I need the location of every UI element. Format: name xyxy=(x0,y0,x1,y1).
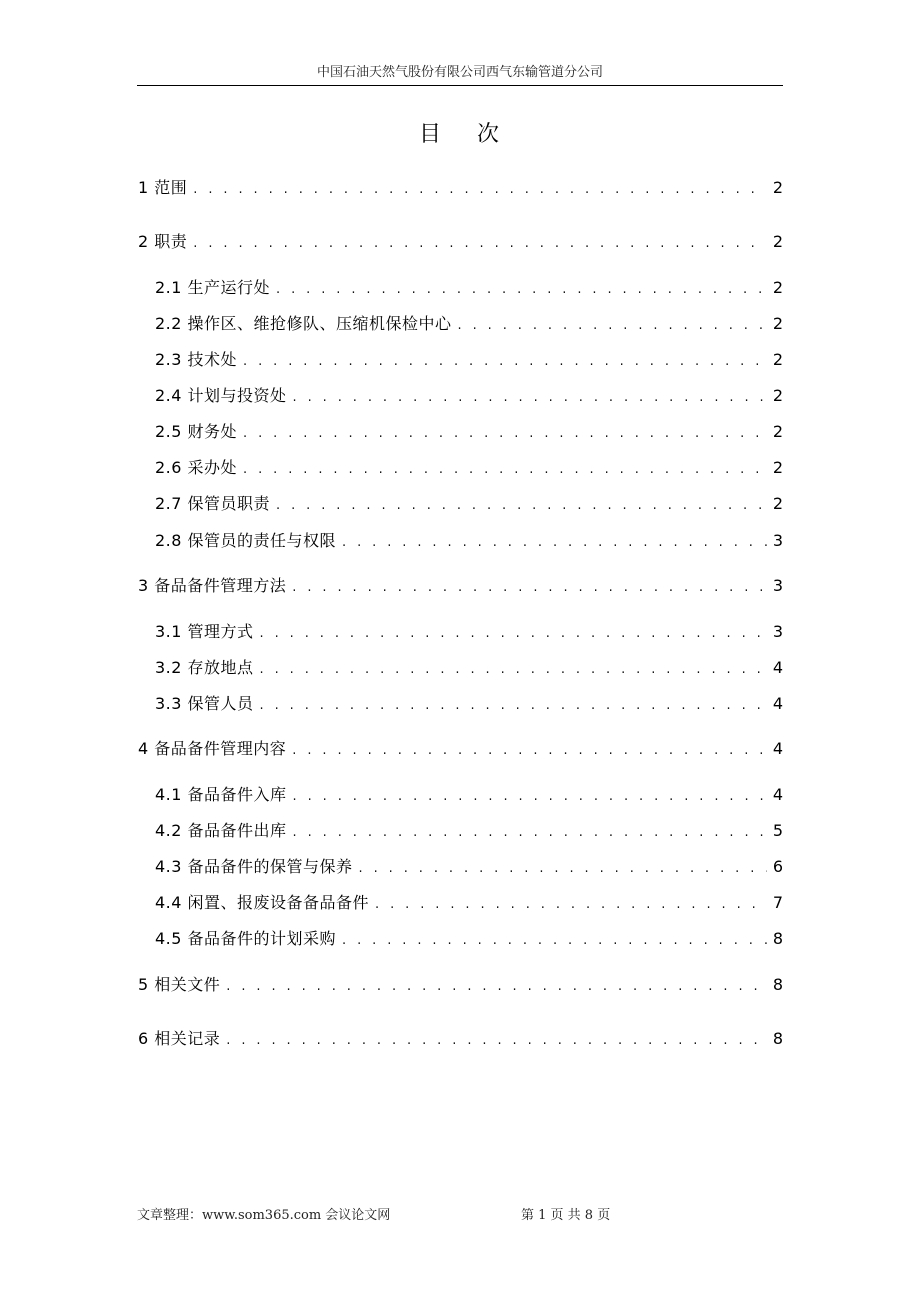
toc-entry-page: 5 xyxy=(772,821,783,840)
toc-entry[interactable] xyxy=(155,276,783,300)
toc-entry-page: 4 xyxy=(772,785,783,804)
dot-leader xyxy=(342,531,767,555)
toc-entry-label: 2.4 计划与投资处 xyxy=(155,386,287,405)
toc-entry-label: 2.7 保管员职责 xyxy=(155,494,271,513)
toc-entry[interactable] xyxy=(155,783,783,807)
dot-leader xyxy=(243,422,767,446)
toc-entry-label: 4.1 备品备件入库 xyxy=(155,785,287,804)
dot-leader xyxy=(260,658,767,682)
toc-entry-label: 2 职责 xyxy=(138,232,188,251)
dot-leader xyxy=(193,232,767,256)
toc-entry[interactable] xyxy=(155,927,783,951)
toc-entry[interactable] xyxy=(155,420,783,444)
dot-leader xyxy=(293,785,767,809)
footer-source: 文章整理：www.som365.com 会议论文网 xyxy=(137,1208,391,1223)
toc-entry[interactable] xyxy=(155,656,783,680)
toc-entry-page: 4 xyxy=(772,739,783,758)
toc-entry-label: 3.3 保管人员 xyxy=(155,694,254,713)
toc-entry-page: 2 xyxy=(772,458,783,477)
toc-entry[interactable] xyxy=(155,692,783,716)
toc-entry-page: 3 xyxy=(772,576,783,595)
toc-entry[interactable] xyxy=(138,230,783,254)
toc-entry[interactable] xyxy=(155,456,783,480)
dot-leader xyxy=(260,622,767,646)
toc-entry[interactable] xyxy=(155,348,783,372)
dot-leader xyxy=(293,821,767,845)
toc-title-part-2: 次 xyxy=(477,122,502,147)
toc-entry-label: 4.4 闲置、报废设备备品备件 xyxy=(155,893,370,912)
toc-entry-label: 2.5 财务处 xyxy=(155,422,238,441)
toc-entry-page: 2 xyxy=(772,422,783,441)
toc-entry-page: 2 xyxy=(772,232,783,251)
toc-entry[interactable] xyxy=(138,1027,783,1051)
toc-entry-label: 1 范围 xyxy=(138,178,188,197)
toc-entry-page: 2 xyxy=(772,350,783,369)
toc-entry-page: 2 xyxy=(772,278,783,297)
toc-entry-label: 4 备品备件管理内容 xyxy=(138,739,287,758)
toc-entry-page: 7 xyxy=(772,893,783,912)
toc-entry-label: 2.6 采办处 xyxy=(155,458,238,477)
toc-entry-page: 8 xyxy=(772,1029,783,1048)
dot-leader xyxy=(243,350,767,374)
footer-page-number: 第 1 页 共 8 页 xyxy=(521,1208,611,1223)
toc-entry-page: 3 xyxy=(772,531,783,550)
page-header: 中国石油天然气股份有限公司西气东输管道分公司 xyxy=(316,65,603,80)
toc-entry-page: 2 xyxy=(772,386,783,405)
dot-leader xyxy=(292,576,767,600)
toc-entry[interactable] xyxy=(155,855,783,879)
dot-leader xyxy=(193,178,767,202)
toc-entry-page: 4 xyxy=(772,694,783,713)
toc-entry-label: 2.2 操作区、维抢修队、压缩机保检中心 xyxy=(155,314,452,333)
toc-entry-label: 2.1 生产运行处 xyxy=(155,278,271,297)
toc-entry[interactable] xyxy=(155,620,783,644)
toc-entry-label: 5 相关文件 xyxy=(138,975,221,994)
toc-entry[interactable] xyxy=(138,737,783,761)
toc-entry-label: 2.8 保管员的责任与权限 xyxy=(155,531,337,550)
dot-leader xyxy=(293,386,767,410)
toc-entry[interactable] xyxy=(138,574,783,598)
dot-leader xyxy=(359,857,767,881)
toc-entry-page: 6 xyxy=(772,857,783,876)
toc-entry[interactable] xyxy=(155,312,783,336)
toc-entry[interactable] xyxy=(138,973,783,997)
toc-entry-page: 2 xyxy=(772,178,783,197)
toc-entry[interactable] xyxy=(155,891,783,915)
dot-leader xyxy=(226,1029,767,1053)
dot-leader xyxy=(243,458,767,482)
toc-entry[interactable] xyxy=(138,176,783,200)
dot-leader xyxy=(342,929,767,953)
dot-leader xyxy=(375,893,767,917)
dot-leader xyxy=(260,694,767,718)
toc-entry-label: 3 备品备件管理方法 xyxy=(138,576,287,595)
toc-entry-label: 3.2 存放地点 xyxy=(155,658,254,677)
toc-entry-page: 4 xyxy=(772,658,783,677)
toc-entry[interactable] xyxy=(155,492,783,516)
toc-entry-label: 4.3 备品备件的保管与保养 xyxy=(155,857,353,876)
toc-entry-label: 4.5 备品备件的计划采购 xyxy=(155,929,337,948)
dot-leader xyxy=(276,494,767,518)
dot-leader xyxy=(458,314,767,338)
toc-entry-page: 3 xyxy=(772,622,783,641)
toc-entry[interactable] xyxy=(155,529,783,553)
toc-entry-page: 2 xyxy=(772,314,783,333)
dot-leader xyxy=(276,278,767,302)
toc-entry-label: 3.1 管理方式 xyxy=(155,622,254,641)
toc-entry[interactable] xyxy=(155,384,783,408)
toc-entry-page: 2 xyxy=(772,494,783,513)
dot-leader xyxy=(226,975,767,999)
toc-entry-page: 8 xyxy=(772,975,783,994)
toc-entry-label: 6 相关记录 xyxy=(138,1029,221,1048)
toc-entry-label: 4.2 备品备件出库 xyxy=(155,821,287,840)
toc-entry[interactable] xyxy=(155,819,783,843)
dot-leader xyxy=(292,739,767,763)
toc-title-part-1: 目 xyxy=(418,122,443,147)
toc-entry-label: 2.3 技术处 xyxy=(155,350,238,369)
toc-entry-page: 8 xyxy=(772,929,783,948)
